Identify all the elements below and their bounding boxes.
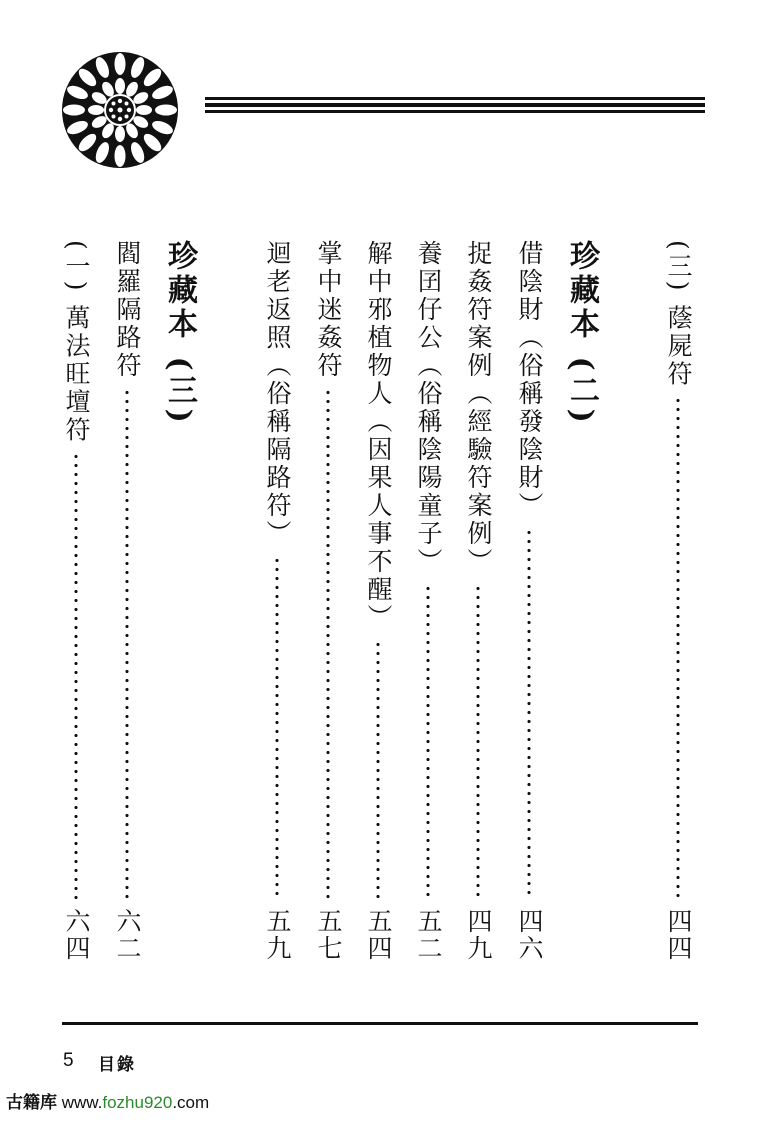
footer-rule	[62, 1022, 698, 1025]
toc-entry[interactable]	[61, 240, 91, 962]
toc-entry[interactable]	[413, 240, 443, 962]
toc-entry[interactable]	[313, 240, 343, 962]
dot-leader	[527, 528, 531, 900]
dot-leader	[426, 584, 430, 900]
toc-entry[interactable]	[514, 240, 544, 962]
dot-leader	[125, 388, 129, 900]
watermark-site-name: 古籍库	[6, 1093, 57, 1112]
toc-entry[interactable]	[663, 240, 693, 962]
header-triple-rule	[205, 97, 705, 113]
toc-entry[interactable]	[363, 240, 393, 962]
toc-entry-page: 五九	[263, 908, 292, 962]
toc-entry-title: (三) 蔭屍符	[664, 240, 693, 389]
dot-leader	[326, 388, 330, 900]
watermark-url-middle: fozhu920	[102, 1093, 173, 1112]
toc-entry-page: 五四	[364, 908, 393, 962]
toc-entry[interactable]	[463, 240, 493, 962]
dot-leader	[275, 556, 279, 900]
lotus-ornament-icon	[60, 50, 180, 170]
running-title: 目錄	[98, 1055, 136, 1075]
toc-entry-page: 五二	[414, 908, 443, 962]
toc-entry-page: 六四	[62, 908, 91, 962]
toc-entry-title: 解中邪植物人（因果人事不醒）	[364, 240, 393, 632]
toc-entry-title: 借陰財（俗稱發陰財）	[515, 240, 544, 520]
toc-entry-page: 六二	[113, 908, 142, 962]
dot-leader	[676, 396, 680, 900]
toc-entry-page: 四四	[664, 908, 693, 962]
page-number: 5	[63, 1050, 74, 1071]
toc-entry-title: (一) 萬法旺壇符	[62, 240, 91, 445]
toc-entry-title: 閻羅隔路符	[113, 240, 142, 380]
site-watermark	[6, 1088, 209, 1113]
toc-entry-title: 捉姦符案例（經驗符案例）	[464, 240, 493, 576]
dot-leader	[376, 640, 380, 900]
watermark-url-prefix: www.	[61, 1093, 103, 1112]
toc-entry-page: 四九	[464, 908, 493, 962]
section-heading: 珍藏本 (二)	[564, 240, 599, 427]
toc-entry-title: 迴老返照（俗稱隔路符）	[263, 240, 292, 548]
toc-entry[interactable]	[262, 240, 292, 962]
toc-entry-title: 養囝仔公（俗稱陰陽童子）	[414, 240, 443, 576]
toc-entry-title: 掌中迷姦符	[314, 240, 343, 380]
section-heading: 珍藏本 (三)	[162, 240, 197, 427]
toc-entry-page: 五七	[314, 908, 343, 962]
dot-leader	[476, 584, 480, 900]
toc-entry-page: 四六	[515, 908, 544, 962]
watermark-url-suffix: .com	[172, 1093, 210, 1112]
dot-leader	[74, 452, 78, 900]
toc-entry[interactable]	[112, 240, 142, 962]
